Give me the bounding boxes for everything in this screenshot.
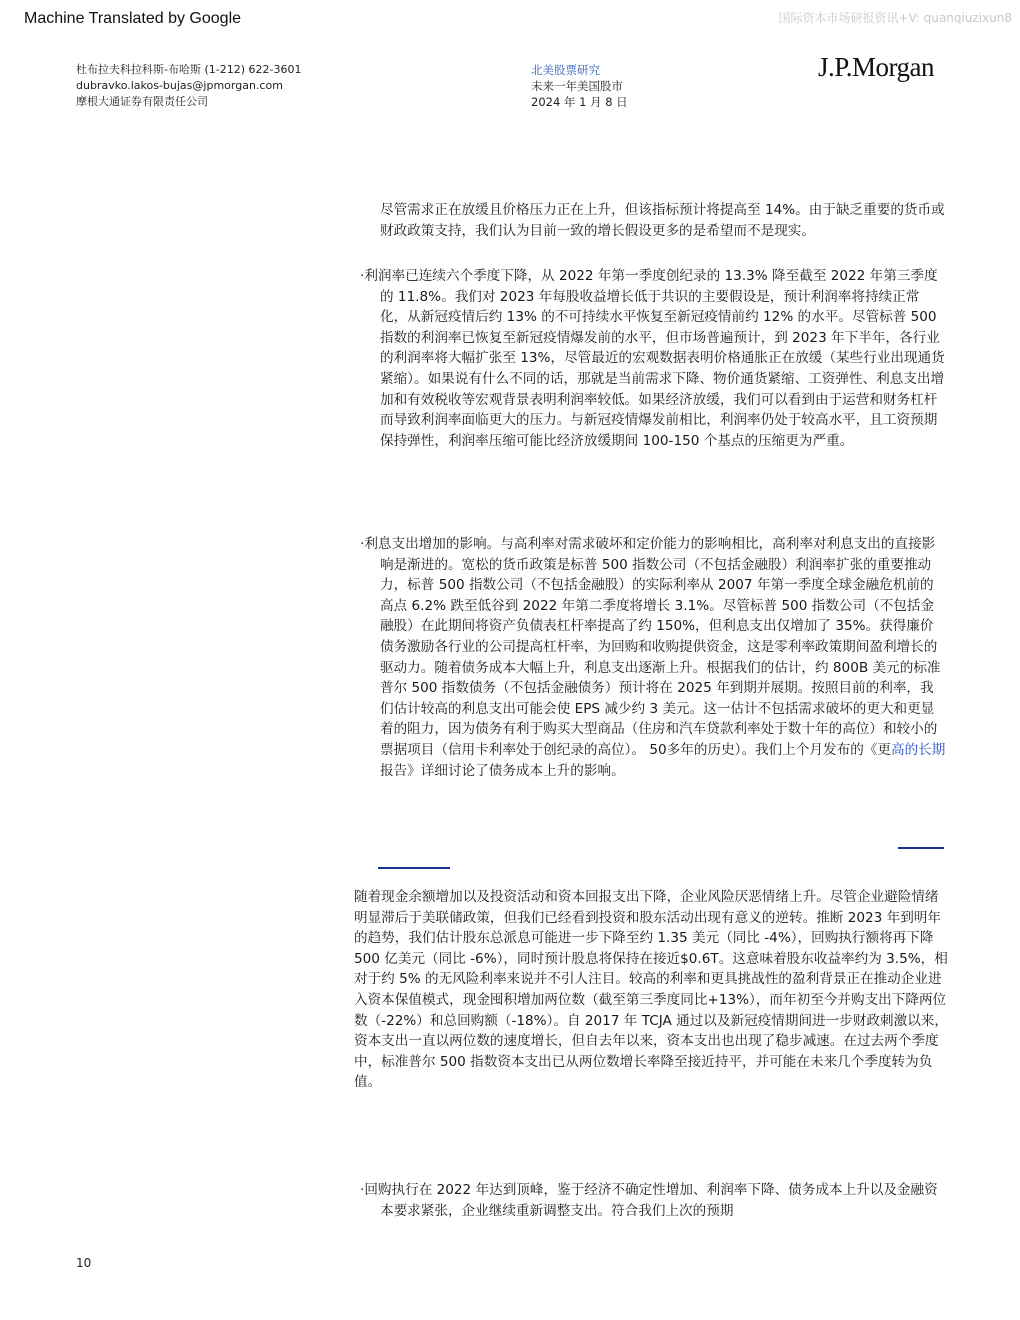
- bullet-text-tail: 报告》详细讨论了债务成本上升的影响。: [380, 762, 625, 779]
- author-email[interactable]: dubravko.lakos-bujas@jpmorgan.com: [76, 79, 283, 92]
- page-number: 10: [76, 1256, 92, 1270]
- watermark: 国际资本市场研报资讯+V: quanqiuzixun8: [778, 11, 1012, 25]
- paragraph-text: 随着现金余额增加以及投资活动和资本回报支出下降，企业风险厌恶情绪上升。尽管企业避险情绪明显滞后于美联储政策，但我们已经看到投资和股东活动出现有意义的逆转。推断 2023 年到明年的趋势，我们估计股东总派息可能进一步下降至约 1.35 美元（同比 -4%），回购执行额将再下降 500 亿美元（同比 -6%），同时预计股息将保持在接近$0.6T。这意味着股东收益率约为 3.5%，相对于约 5% 的无风险利率来说并不引人注目。较高的利率和更具挑战性的盈利背景正在推动企业进入资本保值模式，现金囤积增加两位数（截至第三季度同比+13%），而年初至今并购支出下降两位数（-22%）和总回购额（-18%）。自 2017 年 TCJA 通过以及新冠疫情期间进一步财政刺激以来，资本支出一直以两位数的速度增长，但自去年以来，资本支出也出现了稳步减速。在过去两个季度中，标准普尔 500 指数资本支出已从两位数增长率降至接近持平，并可能在未来几个季度转为负值。: [354, 889, 948, 1091]
- section-rule: [898, 847, 944, 849]
- paragraph-text: 尽管需求正在放缓且价格压力正在上升，但该指标预计将提高至 14%。由于缺乏重要的货币或财政政策支持，我们认为目前一致的增长假设更多的是希望而不是现实。: [380, 202, 945, 239]
- bullet-margins: [360, 266, 946, 451]
- report-date: 2024 年 1 月 8 日: [531, 95, 628, 109]
- author-company: 摩根大通证券有限责任公司: [76, 95, 208, 108]
- bullet-interest-expense: [360, 534, 946, 781]
- longer-report-link[interactable]: 高的长期: [891, 741, 946, 758]
- bullet-text: ·利润率已连续六个季度下降，从 2022 年第一季度创纪录的 13.3% 降至截至 2022 年第三季度的 11.8%。我们对 2023 年每股收益增长低于共识的主要假设是，预计利润率将持续正常化，从新冠疫情后约 13% 的不可持续水平恢复至新冠疫情前约 12% 的水平。尽管标普 500 指数的利润率已恢复至新冠疫情爆发前的水平，但市场普遍预计，到 2023 年下半年，各行业的利润率将大幅扩张至 13%，尽管最近的宏观数据表明价格通胀正在放缓（某些行业出现通货紧缩）。如果说有什么不同的话，那就是当前需求下降、物价通货紧缩、工资弹性、利息支出增加和有效税收等宏观背景表明利润率较低。如果经济放缓，我们可以看到由于运营和财务杠杆而导致利润率面临更大的压力。与新冠疫情爆发前相比，利润率仍处于较高水平，且工资预期保持弹性，利润率压缩可能比经济放缓期间 100-150 个基点的压缩更为严重。: [360, 268, 945, 449]
- document-meta: [531, 62, 628, 110]
- author-block: [76, 62, 301, 110]
- paragraph-demand: [380, 200, 946, 241]
- machine-translation-banner: Machine Translated by Google: [24, 10, 242, 27]
- jpmorgan-logo: J.P.Morgan: [818, 52, 935, 82]
- report-title: 未来一年美国股市: [531, 79, 623, 93]
- department-link[interactable]: 北美股票研究: [531, 63, 600, 77]
- author-name-phone: 杜布拉夫科拉科斯-布哈斯 (1-212) 622-3601: [76, 63, 302, 76]
- bullet-text: ·回购执行在 2022 年达到顶峰，鉴于经济不确定性增加、利润率下降、债务成本上升以及金融资本要求紧张，企业继续重新调整支出。符合我们上次的预期: [360, 1182, 938, 1219]
- section-rule: [378, 867, 450, 869]
- paragraph-risk-aversion: [354, 887, 948, 1093]
- bullet-text-main: ·利息支出增加的影响。与高利率对需求破坏和定价能力的影响相比，高利率对利息支出的直接影响是渐进的。宽松的货币政策是标普 500 指数公司（不包括金融股）利润率扩张的重要推动力，标普 500 指数公司（不包括金融股）的实际利率从 2007 年第一季度全球金融危机前的高点 6.2% 跌至低谷到 2022 年第二季度将增长 3.1%。尽管标普 500 指数公司（不包括金融股）在此期间将资产负债表杠杆率提高了约 150%，但利息支出仅增加了 35%。获得廉价债务激励各行业的公司提高杠杆率，为回购和收购提供资金，这是零利率政策期间盈利增长的驱动力。随着债务成本大幅上升，利息支出逐渐上升。根据我们的估计，约 800B 美元的标准普尔 500 指数债务（不包括金融债务）预计将在 2025 年到期并展期。按照目前的利率，我们估计较高的利息支出可能会使 EPS 减少约 3 美元。这一估计不包括需求破坏的更大和更显着的阻力，因为债务有利于购买大型商品（住房和汽车贷款利率处于数十年的高位）和较小的票据项目（信用卡利率处于创纪录的高位）。 50多年的历史）。我们上个月发布的《更: [360, 536, 941, 758]
- bullet-text: [360, 534, 946, 781]
- bullet-buybacks: [360, 1180, 946, 1221]
